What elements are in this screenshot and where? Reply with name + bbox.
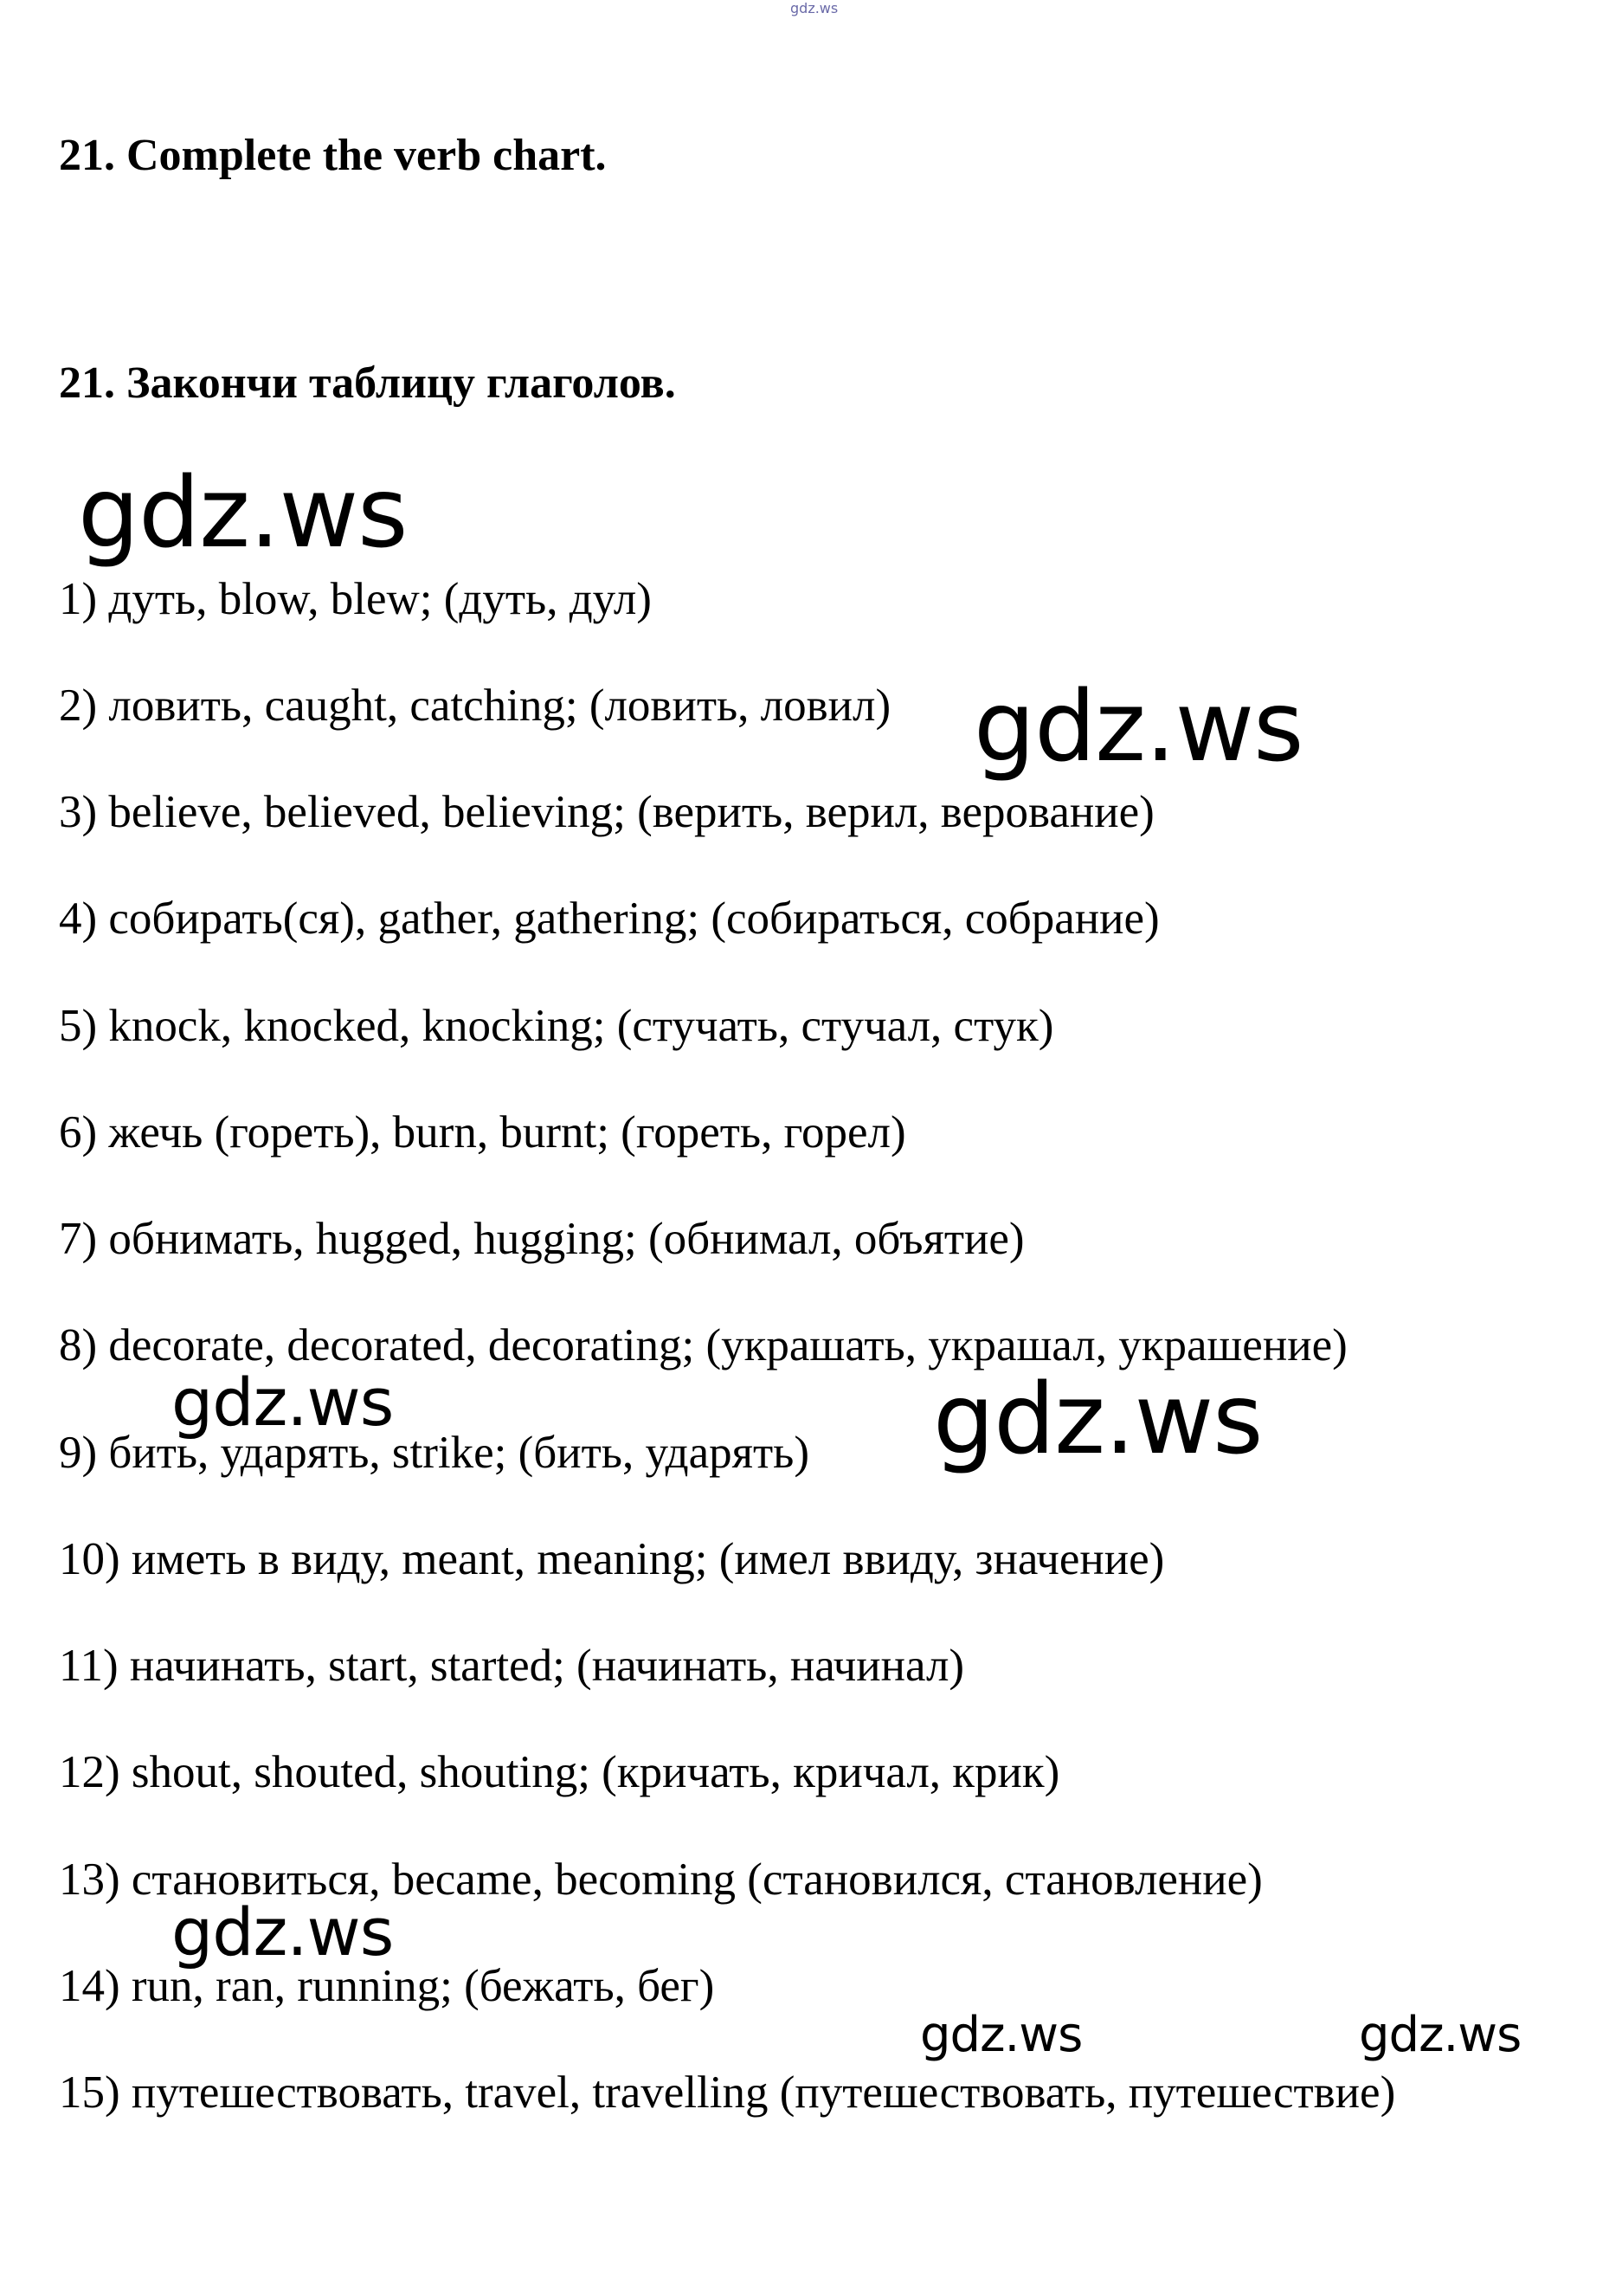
answer-item: 1) дуть, blow, blew; (дуть, дул) [59,574,652,624]
answer-item: 14) run, ran, running; (бежать, бег) [59,1961,715,2011]
answer-item: 7) обнимать, hugged, hugging; (обнимал, объятие) [59,1214,1025,1264]
watermark: gdz.ws [933,1364,1263,1476]
answer-item: 10) иметь в виду, meant, meaning; (имел ввиду, значение) [59,1534,1165,1584]
watermark: gdz.ws [171,1893,394,1970]
top-watermark: gdz.ws [790,0,839,16]
exercise-heading-en: 21. Complete the verb chart. [59,131,607,180]
watermark: gdz.ws [974,671,1303,784]
answer-item: 8) decorate, decorated, decorating; (украшать, украшал, украшение) [59,1320,1348,1371]
answer-item: 11) начинать, start, started; (начинать, начинал) [59,1641,965,1691]
answer-item: 2) ловить, caught, catching; (ловить, ловил) [59,680,891,731]
watermark: gdz.ws [171,1364,394,1441]
answer-item: 5) knock, knocked, knocking; (стучать, стучал, стук) [59,1001,1054,1051]
answer-item: 9) бить, ударять, strike; (бить, ударять) [59,1428,809,1478]
answer-item: 6) жечь (гореть), burn, burnt; (гореть, горел) [59,1107,906,1158]
watermark: gdz.ws [1359,2007,1522,2063]
answer-item: 12) shout, shouted, shouting; (кричать, кричал, крик) [59,1747,1060,1797]
answer-item: 13) становиться, became, becoming (становился, становление) [59,1854,1263,1905]
watermark: gdz.ws [78,457,408,570]
answer-item: 15) путешествовать, travel, travelling (путешествовать, путешествие) [59,2067,1396,2118]
answer-item: 3) believe, believed, believing; (верить, верил, верование) [59,787,1155,837]
answer-item: 4) собирать(ся), gather, gathering; (собираться, собрание) [59,893,1160,944]
exercise-heading-ru: 21. Закончи таблицу глаголов. [59,358,676,408]
watermark: gdz.ws [920,2007,1083,2063]
